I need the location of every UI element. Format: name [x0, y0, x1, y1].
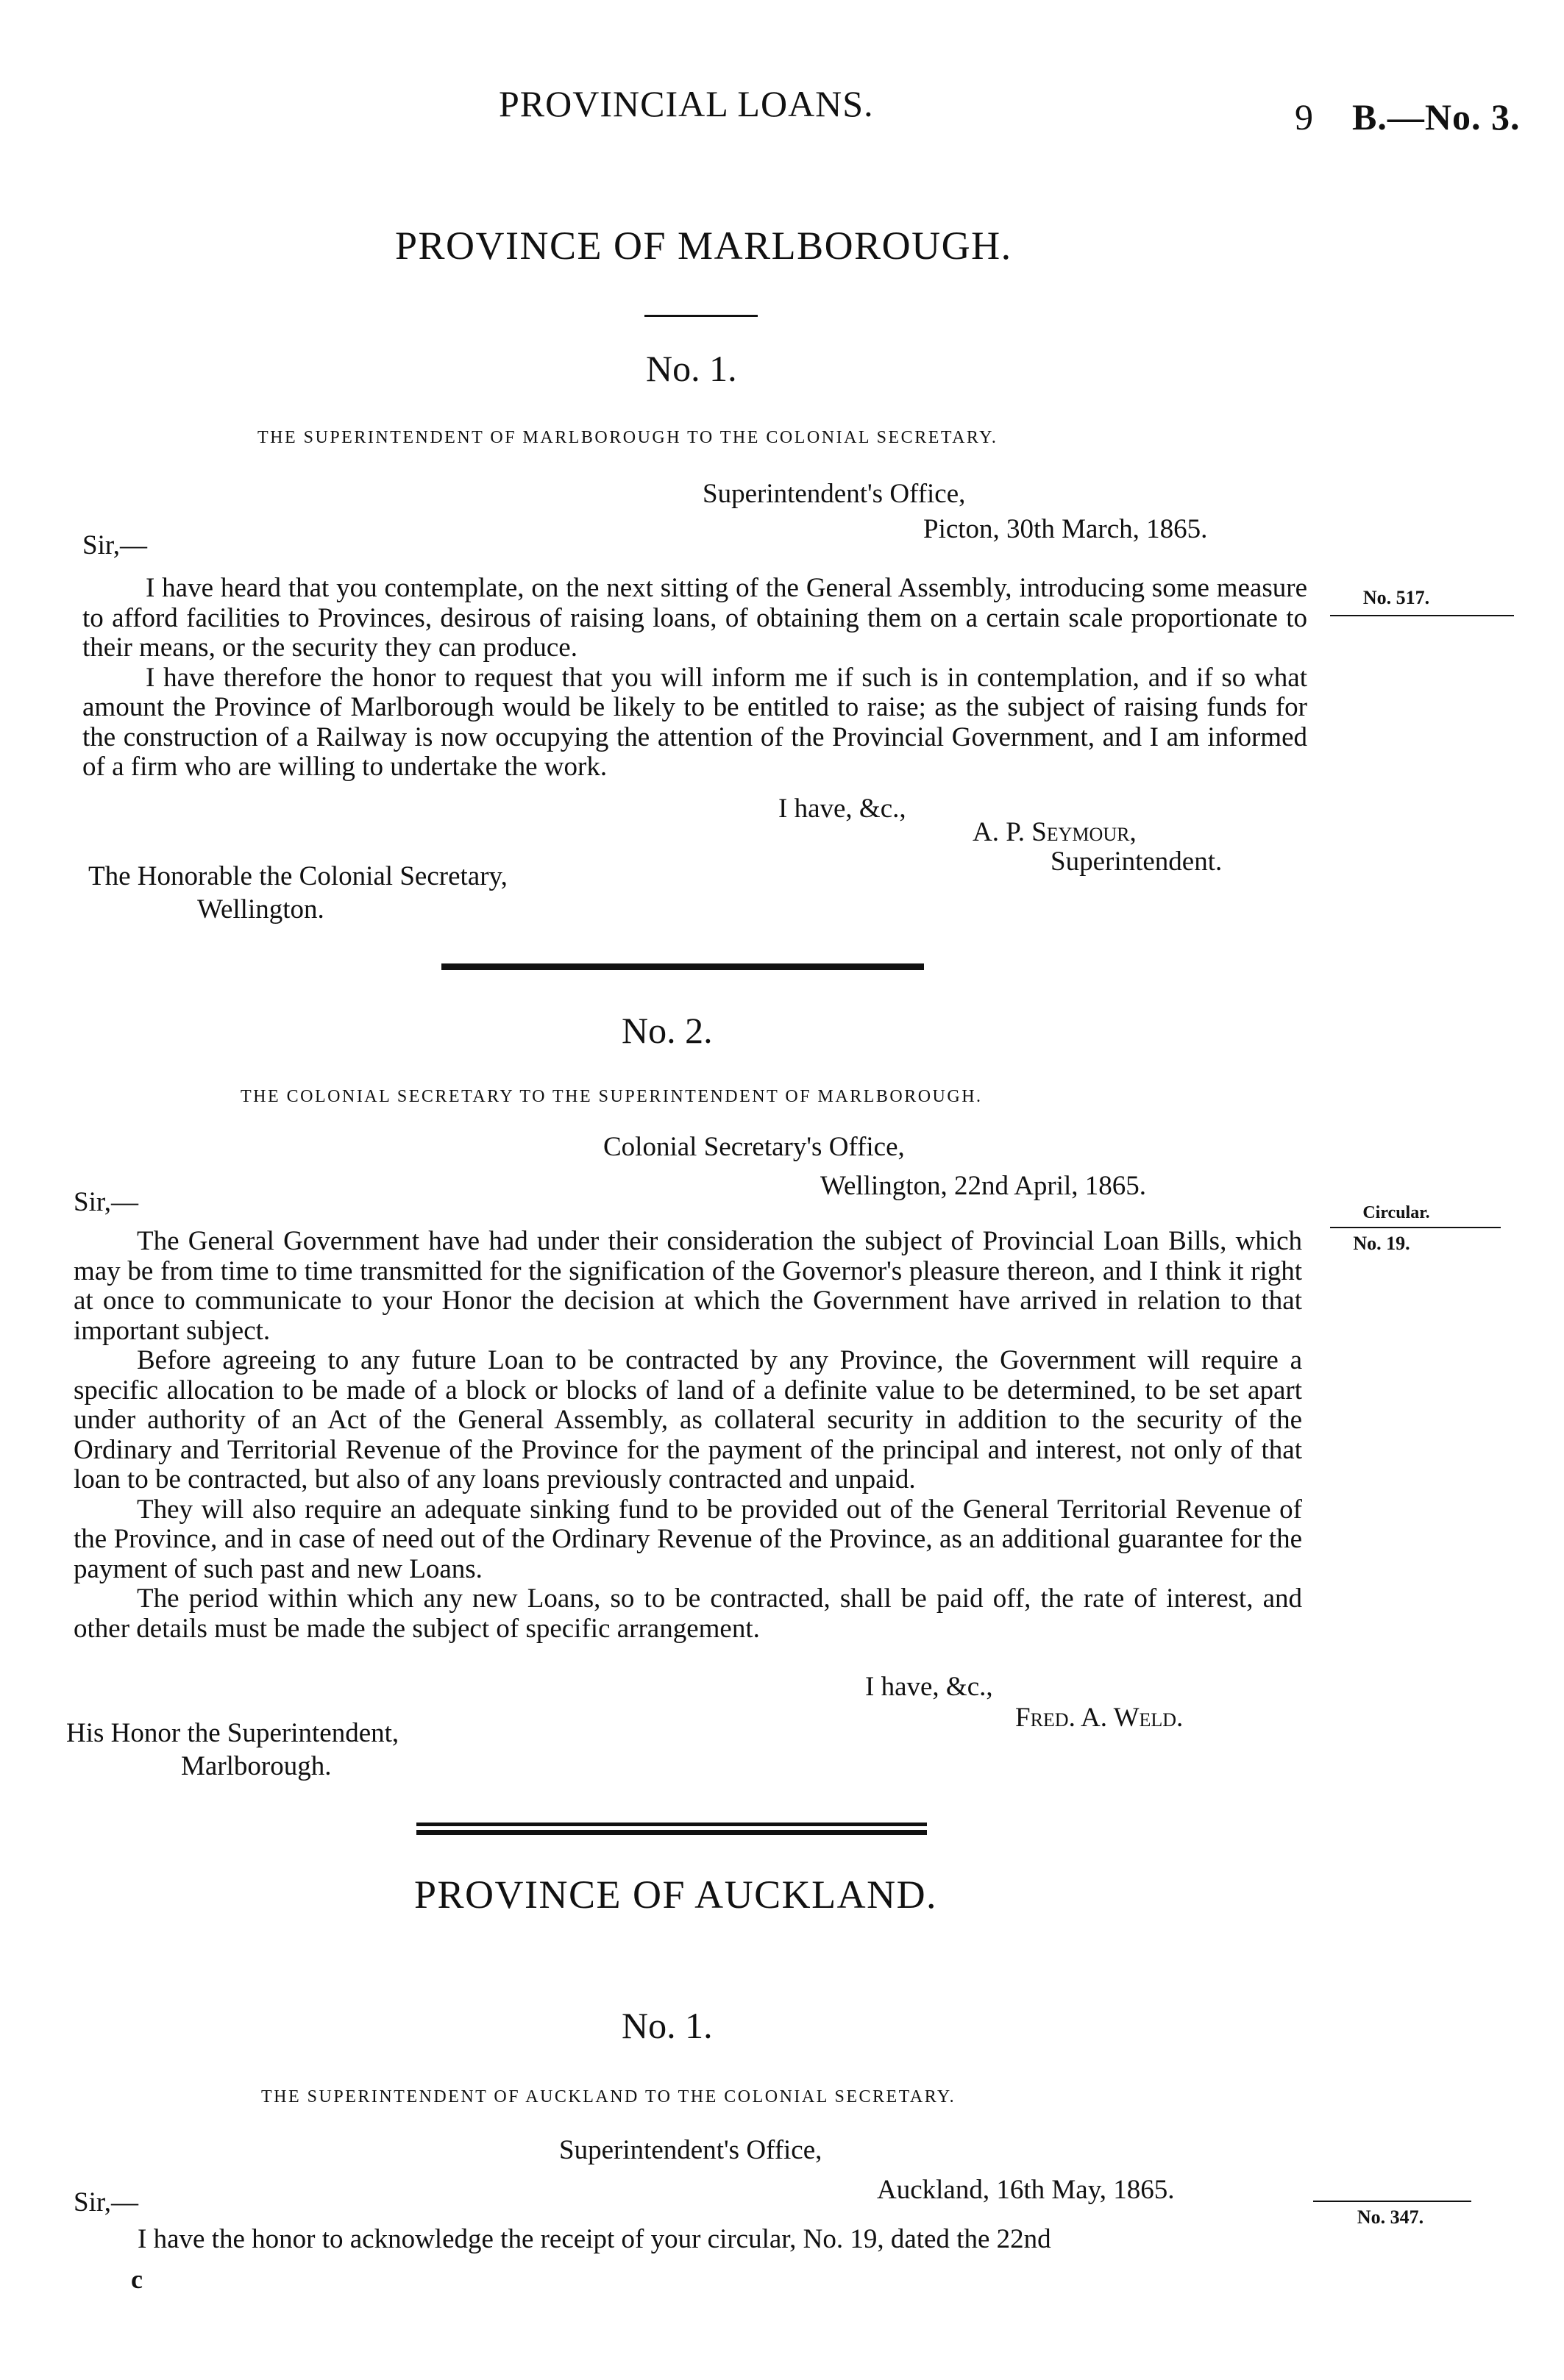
- signatory: Fred. A. Weld.: [1015, 1703, 1184, 1733]
- letter-number: No. 2.: [622, 1010, 713, 1051]
- margin-rule: [1313, 2201, 1471, 2202]
- margin-note: [1330, 587, 1462, 609]
- page-number: 9: [1295, 96, 1314, 138]
- short-divider: [644, 315, 758, 317]
- addressee-city: Marlborough.: [181, 1751, 332, 1781]
- letter-place-date: Wellington, 22nd April, 1865.: [820, 1171, 1147, 1201]
- letter-office: Superintendent's Office,: [703, 479, 966, 509]
- paragraph: I have therefore the honor to request that you will inform me if such is in contemplation, and if so what amount the Province of Marlborough would be likely to be entitled to raise; as the subject of raising funds for the construction of a Railway is now occupying the attention of the Provincial Government, and I am informed of a firm who are willing to undertake the work.: [82, 662, 1307, 782]
- salutation: Sir,—: [74, 1187, 138, 1217]
- letter-office: Superintendent's Office,: [559, 2135, 822, 2165]
- paragraph: The General Government have had under their consideration the subject of Provincial Loan Bills, which may be from time to time transmitted for the signification of the Governor's pleasure thereon, and I think it right at once to communicate to your Honor the decision at which the Government have arrived in relation to that important subject.: [74, 1226, 1302, 1346]
- salutation: Sir,—: [82, 530, 147, 560]
- salutation: Sir,—: [74, 2187, 138, 2217]
- margin-note: [1330, 1233, 1433, 1255]
- letter-caption: THE SUPERINTENDENT OF MARLBOROUGH TO THE COLONIAL SECRETARY.: [257, 428, 998, 447]
- section-title-auckland: PROVINCE OF AUCKLAND.: [414, 1873, 938, 1917]
- margin-note-text: No. 347.: [1357, 2206, 1424, 2228]
- letter-body: [74, 1227, 1302, 1644]
- letter-office: Colonial Secretary's Office,: [603, 1132, 905, 1162]
- closing: I have, &c.,: [865, 1672, 993, 1702]
- margin-note-text: Circular.: [1362, 1203, 1430, 1222]
- paragraph: They will also require an adequate sinking fund to be provided out of the General Territorial Revenue of the Province, and in case of need out of the Ordinary Revenue of the Province, as an additional guarantee for the payment of such past and new Loans.: [74, 1494, 1302, 1584]
- running-title: PROVINCIAL LOANS.: [499, 83, 874, 124]
- letter-number: No. 1.: [646, 348, 737, 389]
- paragraph: I have heard that you contemplate, on the next sitting of the General Assembly, introducing some measure to afford facilities to Provinces, desirous of raising loans, of obtaining them on a certain scale proportionate to their means, or the security they can produce.: [82, 573, 1307, 663]
- letter-body: [82, 574, 1307, 783]
- double-divider-top: [416, 1823, 927, 1826]
- thick-divider: [441, 963, 924, 970]
- letter-place-date: Picton, 30th March, 1865.: [923, 514, 1208, 544]
- paragraph: I have the honor to acknowledge the receipt of your circular, No. 19, dated the 22nd: [138, 2224, 1051, 2254]
- signatory: A. P. Seymour,: [973, 817, 1137, 847]
- paragraph: The period within which any new Loans, so to be contracted, shall be paid off, the rate of interest, and other details must be made the subject of specific arrangement.: [74, 1583, 1302, 1644]
- addressee: The Honorable the Colonial Secretary,: [88, 861, 508, 891]
- margin-note: [1330, 1203, 1462, 1223]
- letter-number: No. 1.: [622, 2005, 713, 2046]
- signatory-title: Superintendent.: [1051, 847, 1223, 877]
- margin-rule: [1330, 615, 1514, 616]
- margin-note: [1324, 2206, 1457, 2228]
- letter-caption: THE SUPERINTENDENT OF AUCKLAND TO THE COLONIAL SECRETARY.: [261, 2087, 956, 2106]
- double-divider-bottom: [416, 1830, 927, 1835]
- section-title-marlborough: PROVINCE OF MARLBOROUGH.: [395, 224, 1012, 268]
- signature-mark: c: [131, 2265, 143, 2294]
- margin-note-text: No. 19.: [1353, 1233, 1410, 1254]
- letter-caption: THE COLONIAL SECRETARY TO THE SUPERINTENDENT OF MARLBOROUGH.: [241, 1087, 983, 1106]
- letter-place-date: Auckland, 16th May, 1865.: [877, 2175, 1175, 2205]
- addressee: His Honor the Superintendent,: [66, 1718, 399, 1748]
- margin-rule: [1330, 1227, 1501, 1228]
- paragraph: Before agreeing to any future Loan to be contracted by any Province, the Government will require a specific allocation to be made of a block or blocks of land of a definite value to be determined, to be set apart under authority of an Act of the General Assembly, as collateral security in addition to the security of the Ordinary and Territorial Revenue of the Province for the payment of the principal and interest, not only of that loan to be contracted, but also of any loans previously contracted and unpaid.: [74, 1345, 1302, 1494]
- addressee-city: Wellington.: [197, 894, 324, 924]
- margin-note-text: No. 517.: [1362, 587, 1430, 608]
- closing: I have, &c.,: [778, 794, 906, 824]
- series-number: B.—No. 3.: [1352, 96, 1521, 138]
